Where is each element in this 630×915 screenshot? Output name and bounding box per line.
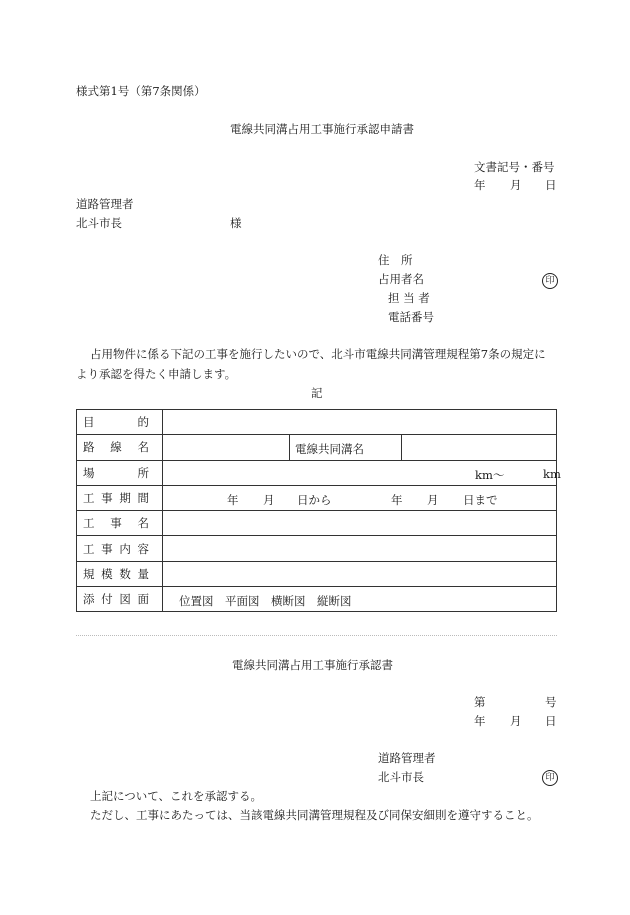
body-line-2: より承認を得たく申請します。 <box>76 367 237 381</box>
label-char: 事 <box>101 491 113 506</box>
period-field[interactable] <box>163 485 557 510</box>
addressee-title: 道路管理者 <box>76 197 134 211</box>
table-row <box>77 410 557 435</box>
form-number: 様式第1号（第7条関係） <box>76 84 206 98</box>
addressee-name: 北斗市長 <box>76 216 122 230</box>
row-label-work-name <box>77 511 163 536</box>
row-label-route <box>77 435 163 460</box>
table-row <box>77 435 557 460</box>
date-year: 年 <box>474 714 486 728</box>
row-label-scale <box>77 561 163 586</box>
table-row <box>77 587 557 612</box>
approval-title: 電線共同溝占用工事施行承認書 <box>232 658 393 672</box>
label-char: 路 <box>83 440 95 455</box>
label-char: 事 <box>110 516 122 531</box>
section-divider <box>76 635 557 636</box>
scale-field[interactable] <box>163 561 557 586</box>
label-char: 模 <box>101 566 113 581</box>
table-row <box>77 536 557 561</box>
attachments-list: 位置図 平面図 横断図 縦断図 <box>179 594 352 609</box>
label-char: 目 <box>83 415 95 430</box>
row-label-period <box>77 485 163 510</box>
row-label-attachments <box>77 587 163 612</box>
seal-mark: 印 <box>542 273 558 289</box>
table-row <box>77 561 557 586</box>
label-char: 数 <box>119 566 131 581</box>
cell-divider <box>401 435 402 459</box>
table-row <box>77 460 557 485</box>
row-label-location <box>77 460 163 485</box>
date-day: 日 <box>545 178 557 192</box>
contact-label: 担 当 者 <box>388 291 430 305</box>
label-char: 面 <box>137 592 149 607</box>
km-range: km〜 <box>475 467 505 482</box>
row-label-purpose <box>77 410 163 435</box>
date-day: 日 <box>545 714 557 728</box>
go-label: 号 <box>545 695 557 709</box>
body-line-1: 占用物件に係る下記の工事を施行したいので、北斗市電線共同溝管理規程第7条の規定に <box>90 347 546 361</box>
label-char: 事 <box>101 541 113 556</box>
route-name-field[interactable] <box>163 435 557 460</box>
application-table <box>76 409 561 612</box>
label-char: 場 <box>83 465 95 480</box>
label-char: 規 <box>83 566 95 581</box>
issuer-title: 道路管理者 <box>378 751 436 765</box>
row-label-work-content <box>77 536 163 561</box>
label-char: 容 <box>137 541 149 556</box>
application-title: 電線共同溝占用工事施行承認申請書 <box>230 122 414 136</box>
attachments-field[interactable] <box>163 587 557 612</box>
approval-line-1: 上記について、これを承認する。 <box>90 789 263 803</box>
label-char: 付 <box>101 592 113 607</box>
period-month: 月 <box>263 492 275 507</box>
label-char: 量 <box>137 566 149 581</box>
address-label: 住 所 <box>378 253 413 267</box>
period-month-2: 月 <box>427 492 439 507</box>
table-row <box>77 511 557 536</box>
label-char: 線 <box>110 440 122 455</box>
label-char: 図 <box>119 592 131 607</box>
label-char: 的 <box>137 415 149 430</box>
label-char: 工 <box>83 516 95 531</box>
label-char: 内 <box>119 541 131 556</box>
work-name-field[interactable] <box>163 511 557 536</box>
table-row <box>77 485 557 510</box>
dai-label: 第 <box>474 695 486 709</box>
label-char: 所 <box>137 465 149 480</box>
cell-divider <box>289 435 290 459</box>
ki-heading: 記 <box>311 386 323 400</box>
date-year: 年 <box>474 178 486 192</box>
occupant-label: 占用者名 <box>378 272 424 286</box>
addressee-honorific: 様 <box>230 216 242 230</box>
work-content-field[interactable] <box>163 536 557 561</box>
conduit-name-label: 電線共同溝名 <box>295 442 364 457</box>
period-year: 年 <box>227 492 239 507</box>
location-field[interactable] <box>163 460 561 485</box>
label-char: 工 <box>83 541 95 556</box>
period-until: 日まで <box>463 492 498 507</box>
period-year-2: 年 <box>391 492 403 507</box>
phone-label: 電話番号 <box>388 310 434 324</box>
label-char: 添 <box>83 592 95 607</box>
date-month: 月 <box>510 714 522 728</box>
label-char: 間 <box>137 491 149 506</box>
label-char: 名 <box>137 440 149 455</box>
seal-mark: 印 <box>542 770 558 786</box>
label-char: 工 <box>83 491 95 506</box>
approval-line-2: ただし、工事にあたっては、当該電線共同溝管理規程及び同保安細則を遵守すること。 <box>90 808 539 822</box>
period-from: 日から <box>297 492 332 507</box>
purpose-field[interactable] <box>163 410 557 435</box>
issuer-name: 北斗市長 <box>378 770 424 784</box>
doc-number-label: 文書記号・番号 <box>474 160 555 174</box>
label-char: 期 <box>119 491 131 506</box>
label-char: 名 <box>137 516 149 531</box>
km-end: km <box>543 466 561 481</box>
date-month: 月 <box>510 178 522 192</box>
